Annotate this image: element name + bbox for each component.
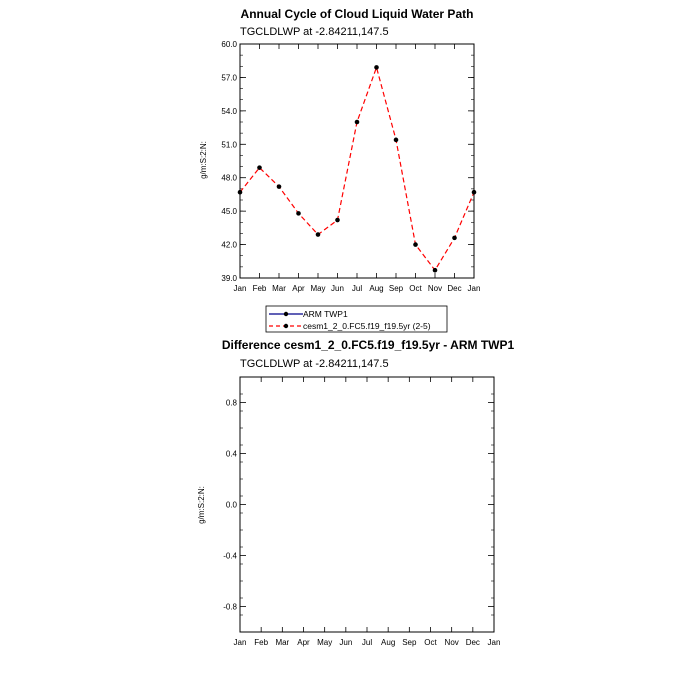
plot-frame: [240, 377, 494, 632]
x-tick-label: Feb: [252, 284, 267, 293]
data-point: [257, 165, 262, 170]
legend-marker-cesm: [284, 324, 288, 328]
legend: [266, 306, 447, 332]
x-tick-label: Mar: [275, 638, 290, 647]
y-tick-label: 48.0: [221, 173, 237, 183]
x-tick-label: Jul: [351, 284, 363, 293]
y-tick-label: 57.0: [221, 73, 237, 83]
y-tick-label: 0.0: [225, 500, 237, 510]
y-tick-label: 0.4: [225, 449, 237, 459]
x-tick-label: Aug: [381, 638, 396, 647]
y-tick-label: 45.0: [221, 207, 237, 217]
legend-label-cesm: cesm1_2_0.FC5.f19_f19.5yr (2-5): [303, 321, 431, 331]
x-tick-label: Mar: [272, 284, 286, 293]
data-point: [316, 232, 321, 237]
data-point: [374, 65, 379, 70]
x-tick-label: Nov: [444, 638, 459, 647]
plot-marks: [238, 65, 477, 272]
series-line-1: [240, 67, 474, 270]
y-tick-label: 51.0: [221, 140, 237, 150]
y-tick-label: 42.0: [221, 240, 237, 250]
y-tick-label: 39.0: [221, 274, 237, 283]
x-tick-label: Feb: [254, 638, 269, 647]
x-tick-label: Jun: [339, 638, 353, 647]
plot-axes: [223, 377, 500, 647]
data-point: [335, 218, 340, 223]
y-axis-label: g/m:S:2:N:: [199, 141, 208, 179]
y-tick-label: 60.0: [221, 40, 237, 49]
chart-title: Difference cesm1_2_0.FC5.f19_f19.5yr - ARM TWP1: [221, 338, 515, 352]
x-tick-label: Jan: [233, 638, 247, 647]
y-tick-label: 54.0: [221, 106, 237, 116]
legend-marker-arm: [284, 312, 288, 316]
data-point: [452, 236, 457, 241]
y-tick-label: -0.4: [223, 551, 237, 561]
difference-panel: [197, 338, 514, 647]
data-point: [296, 211, 301, 216]
x-tick-label: Dec: [465, 638, 480, 647]
data-point: [433, 268, 438, 273]
x-tick-label: Sep: [388, 284, 404, 293]
x-tick-label: Jan: [487, 638, 501, 647]
chart-subtitle: TGCLDLWP at -2.84211,147.5: [240, 358, 389, 370]
x-tick-label: Aug: [369, 284, 384, 293]
legend-label-arm: ARM TWP1: [303, 309, 348, 319]
data-point: [413, 242, 418, 247]
plot-frame: [240, 44, 474, 278]
annual-cycle-panel: [199, 7, 480, 332]
data-point: [238, 190, 243, 195]
x-tick-label: Jan: [467, 284, 481, 293]
x-tick-label: Apr: [292, 284, 305, 293]
x-tick-label: Jul: [361, 638, 373, 647]
y-tick-label: 0.8: [225, 398, 237, 408]
y-tick-label: -0.8: [223, 602, 237, 612]
data-point: [394, 138, 399, 143]
chart-subtitle: TGCLDLWP at -2.84211,147.5: [240, 26, 389, 38]
x-tick-label: May: [310, 284, 326, 293]
x-tick-label: Jun: [331, 284, 344, 293]
x-tick-label: Apr: [297, 638, 310, 647]
x-tick-label: May: [317, 638, 333, 647]
x-tick-label: Oct: [409, 284, 422, 293]
x-tick-label: Dec: [447, 284, 462, 293]
x-tick-label: Jan: [233, 284, 247, 293]
x-tick-label: Nov: [427, 284, 443, 293]
x-tick-label: Sep: [402, 638, 417, 647]
x-tick-label: Oct: [424, 638, 437, 647]
chart-title: Annual Cycle of Cloud Liquid Water Path: [240, 7, 474, 21]
data-point: [277, 184, 282, 189]
y-axis-label: g/m:S:2:N:: [197, 486, 206, 524]
data-point: [355, 120, 360, 125]
data-point: [472, 190, 477, 195]
